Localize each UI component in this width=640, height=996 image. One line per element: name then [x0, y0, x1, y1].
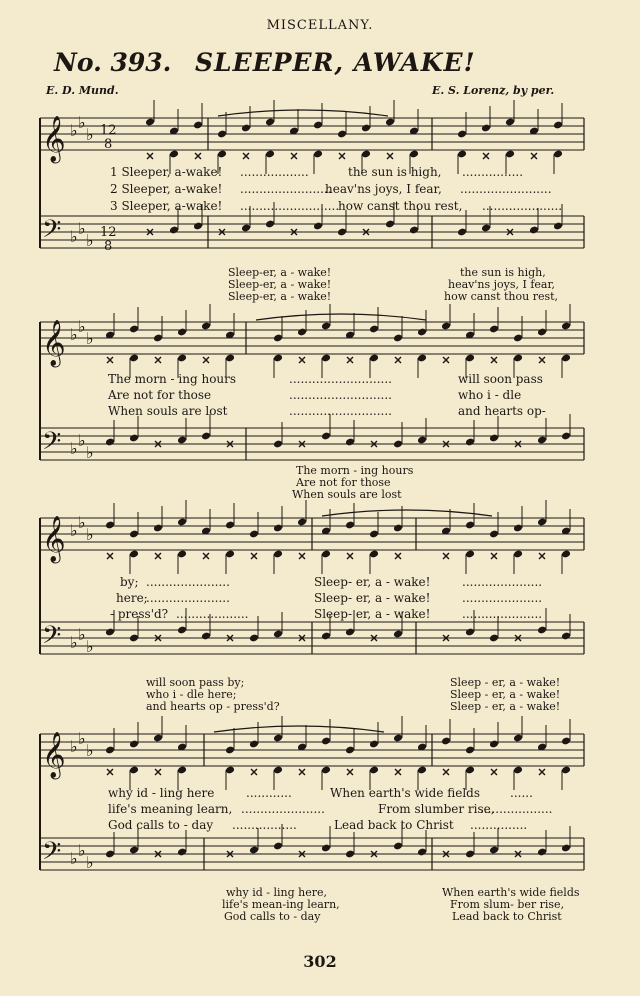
lyric-s3-v1-c: Sleep- er, a - wake!	[314, 575, 431, 589]
lyric-s2-v1-c: will soon pass	[458, 372, 543, 386]
bass-lyric-s1-v1-b: the sun is high,	[460, 266, 546, 279]
bass-lyric-s4-v1-b: When earth's wide fields	[442, 886, 580, 899]
lyric-s1-v3-d: .....................	[482, 199, 563, 213]
lyric-s2-v3-c: and hearts op-	[458, 404, 546, 418]
bass-lyric-s3-v3-a: and hearts op - press'd?	[146, 700, 280, 713]
bass-lyric-s3-v1-b: Sleep - er, a - wake!	[450, 676, 561, 689]
lyric-s1-v1-d: ................	[462, 165, 524, 179]
bass-lyric-s2-v3: When souls are lost	[292, 488, 402, 501]
bass-lyric-s4-v3-b: Lead back to Christ	[452, 910, 562, 923]
lyric-s1-v2-d: ........................	[460, 182, 552, 196]
slur	[214, 726, 384, 732]
treble-clef: 𝄞	[42, 116, 66, 162]
bass-lyric-s1-v3-a: Sleep-er, a - wake!	[228, 290, 332, 303]
flat-sign: ♭	[78, 113, 86, 132]
time-sig-bottom: 8	[104, 137, 113, 152]
lyric-s4-v3-c: Lead back to Christ	[334, 818, 454, 832]
flat-sign: ♭	[78, 729, 86, 748]
bass-clef: 𝄢	[42, 837, 62, 872]
time-sig-top: 12	[100, 225, 117, 240]
flat-sign: ♭	[78, 841, 86, 860]
lyric-s3-v2-b: ......................	[146, 591, 230, 605]
lyric-s2-v1-a: The morn - ing hours	[108, 372, 237, 386]
bass-lyric-s1-v3-b: how canst thou rest,	[444, 290, 559, 303]
flat-sign: ♭	[86, 329, 94, 348]
lyric-s3-v1-a: by;	[120, 575, 139, 589]
flat-sign: ♭	[70, 521, 78, 540]
slur	[322, 510, 492, 516]
lyric-s4-v3-d: ...............	[470, 818, 528, 832]
hymn-title: SLEEPER, AWAKE!	[195, 48, 476, 77]
flat-sign: ♭	[78, 431, 86, 450]
lyric-s1-v2-a: 2 Sleeper, a-wake!	[110, 182, 223, 196]
bass-lyric-s3-v2-b: Sleep - er, a - wake!	[450, 688, 561, 701]
time-sig-bottom: 8	[104, 239, 113, 254]
flat-sign: ♭	[70, 737, 78, 756]
flat-sign: ♭	[78, 513, 86, 532]
lyric-s3-v2-c: Sleep- er, a - wake!	[314, 591, 431, 605]
lyric-s4-v2-c: From slumber rise,	[378, 802, 495, 816]
lyric-s2-v3-a: When souls are lost	[108, 404, 228, 418]
lyric-s1-v3-c: how canst thou rest,	[338, 199, 463, 213]
flat-sign: ♭	[70, 849, 78, 868]
lyric-s1-v1-a: 1 Sleeper, a-wake!	[110, 165, 223, 179]
flat-sign: ♭	[70, 439, 78, 458]
hymn-number: No. 393.	[54, 48, 172, 77]
flat-sign: ♭	[86, 125, 94, 144]
slur	[218, 110, 388, 116]
lyric-s4-v3-b: .................	[232, 818, 297, 832]
lyric-s3-v3-c: Sleep- er, a - wake!	[314, 607, 431, 621]
lyric-s4-v2-b: ......................	[241, 802, 325, 816]
lyric-s1-v2-b: ........................	[240, 182, 332, 196]
flat-sign: ♭	[86, 637, 94, 656]
bass-clef: 𝄢	[42, 427, 62, 462]
lyric-s3-v3-b: ...................	[176, 607, 249, 621]
running-header: MISCELLANY.	[266, 18, 374, 33]
bass-lyric-s4-v1-a: why id - ling here,	[226, 886, 327, 899]
lyric-s1-v1-b: ..................	[240, 165, 309, 179]
lyric-s3-v3-a: - press'd?	[110, 607, 169, 621]
flat-sign: ♭	[78, 317, 86, 336]
flat-sign: ♭	[70, 227, 78, 246]
treble-clef: 𝄞	[42, 516, 66, 562]
flat-sign: ♭	[70, 121, 78, 140]
lyric-s2-v3-b: ...........................	[289, 404, 392, 418]
lyric-s3-v1-d: .....................	[462, 575, 543, 589]
words-credit: E. D. Mund.	[46, 84, 119, 97]
bass-lyric-s1-v2-b: heav'ns joys, I fear,	[448, 278, 556, 291]
lyric-s3-v2-a: here;	[116, 591, 148, 605]
flat-sign: ♭	[86, 443, 94, 462]
lyric-s4-v2-a: life's meaning learn,	[108, 802, 233, 816]
flat-sign: ♭	[86, 525, 94, 544]
flat-sign: ♭	[86, 231, 94, 250]
lyric-s4-v1-c: When earth's wide fields	[330, 786, 481, 800]
bass-clef: 𝄢	[42, 621, 62, 656]
lyric-s2-v2-b: ...........................	[289, 388, 392, 402]
lyric-s4-v1-d: ......	[510, 786, 533, 800]
bass-lyric-s4-v3-a: God calls to - day	[224, 910, 321, 923]
flat-sign: ♭	[86, 853, 94, 872]
lyric-s1-v2-c: heav'ns joys, I fear,	[325, 182, 442, 196]
lyric-s1-v3-a: 3 Sleeper, a-wake!	[110, 199, 223, 213]
lyric-s4-v2-d: ...................	[480, 802, 553, 816]
lyric-s4-v3-a: God calls to - day	[108, 818, 214, 832]
bass-lyric-s3-v3-b: Sleep - er, a - wake!	[450, 700, 561, 713]
lyric-s2-v1-b: ...........................	[289, 372, 392, 386]
lyric-s3-v1-b: ......................	[146, 575, 230, 589]
lyric-s4-v1-a: why id - ling here	[108, 786, 215, 800]
lyric-s3-v2-d: .....................	[462, 591, 543, 605]
music-credit: E. S. Lorenz, by per.	[432, 84, 555, 97]
treble-clef: 𝄞	[42, 732, 66, 778]
bass-clef: 𝄢	[42, 215, 62, 250]
bass-lyric-s3-v2-a: who i - dle here;	[146, 688, 237, 701]
bass-lyric-s1-v2-a: Sleep-er, a - wake!	[228, 278, 332, 291]
lyric-s4-v1-b: ............	[246, 786, 292, 800]
lyric-s2-v2-c: who i - dle	[458, 388, 522, 402]
lyric-s3-v3-d: .....................	[462, 607, 543, 621]
bass-lyric-s4-v2-b: From slum- ber rise,	[450, 898, 565, 911]
bass-lyric-s2-v2: Are not for those	[296, 476, 391, 489]
lyric-s1-v1-c: the sun is high,	[348, 165, 442, 179]
bass-lyric-s1-v1-a: Sleep-er, a - wake!	[228, 266, 332, 279]
bass-lyric-s2-v1: The morn - ing hours	[296, 464, 414, 477]
bass-lyric-s4-v2-a: life's mean-ing learn,	[222, 898, 340, 911]
page-number: 302	[303, 952, 337, 971]
flat-sign: ♭	[78, 219, 86, 238]
time-sig-top: 12	[100, 123, 117, 138]
flat-sign: ♭	[86, 741, 94, 760]
lyric-s1-v3-b: ..........................	[240, 199, 340, 213]
treble-clef: 𝄞	[42, 320, 66, 366]
flat-sign: ♭	[70, 633, 78, 652]
lyric-s2-v2-a: Are not for those	[108, 388, 212, 402]
flat-sign: ♭	[70, 325, 78, 344]
bass-lyric-s3-v1-a: will soon pass by;	[146, 676, 245, 689]
flat-sign: ♭	[78, 625, 86, 644]
